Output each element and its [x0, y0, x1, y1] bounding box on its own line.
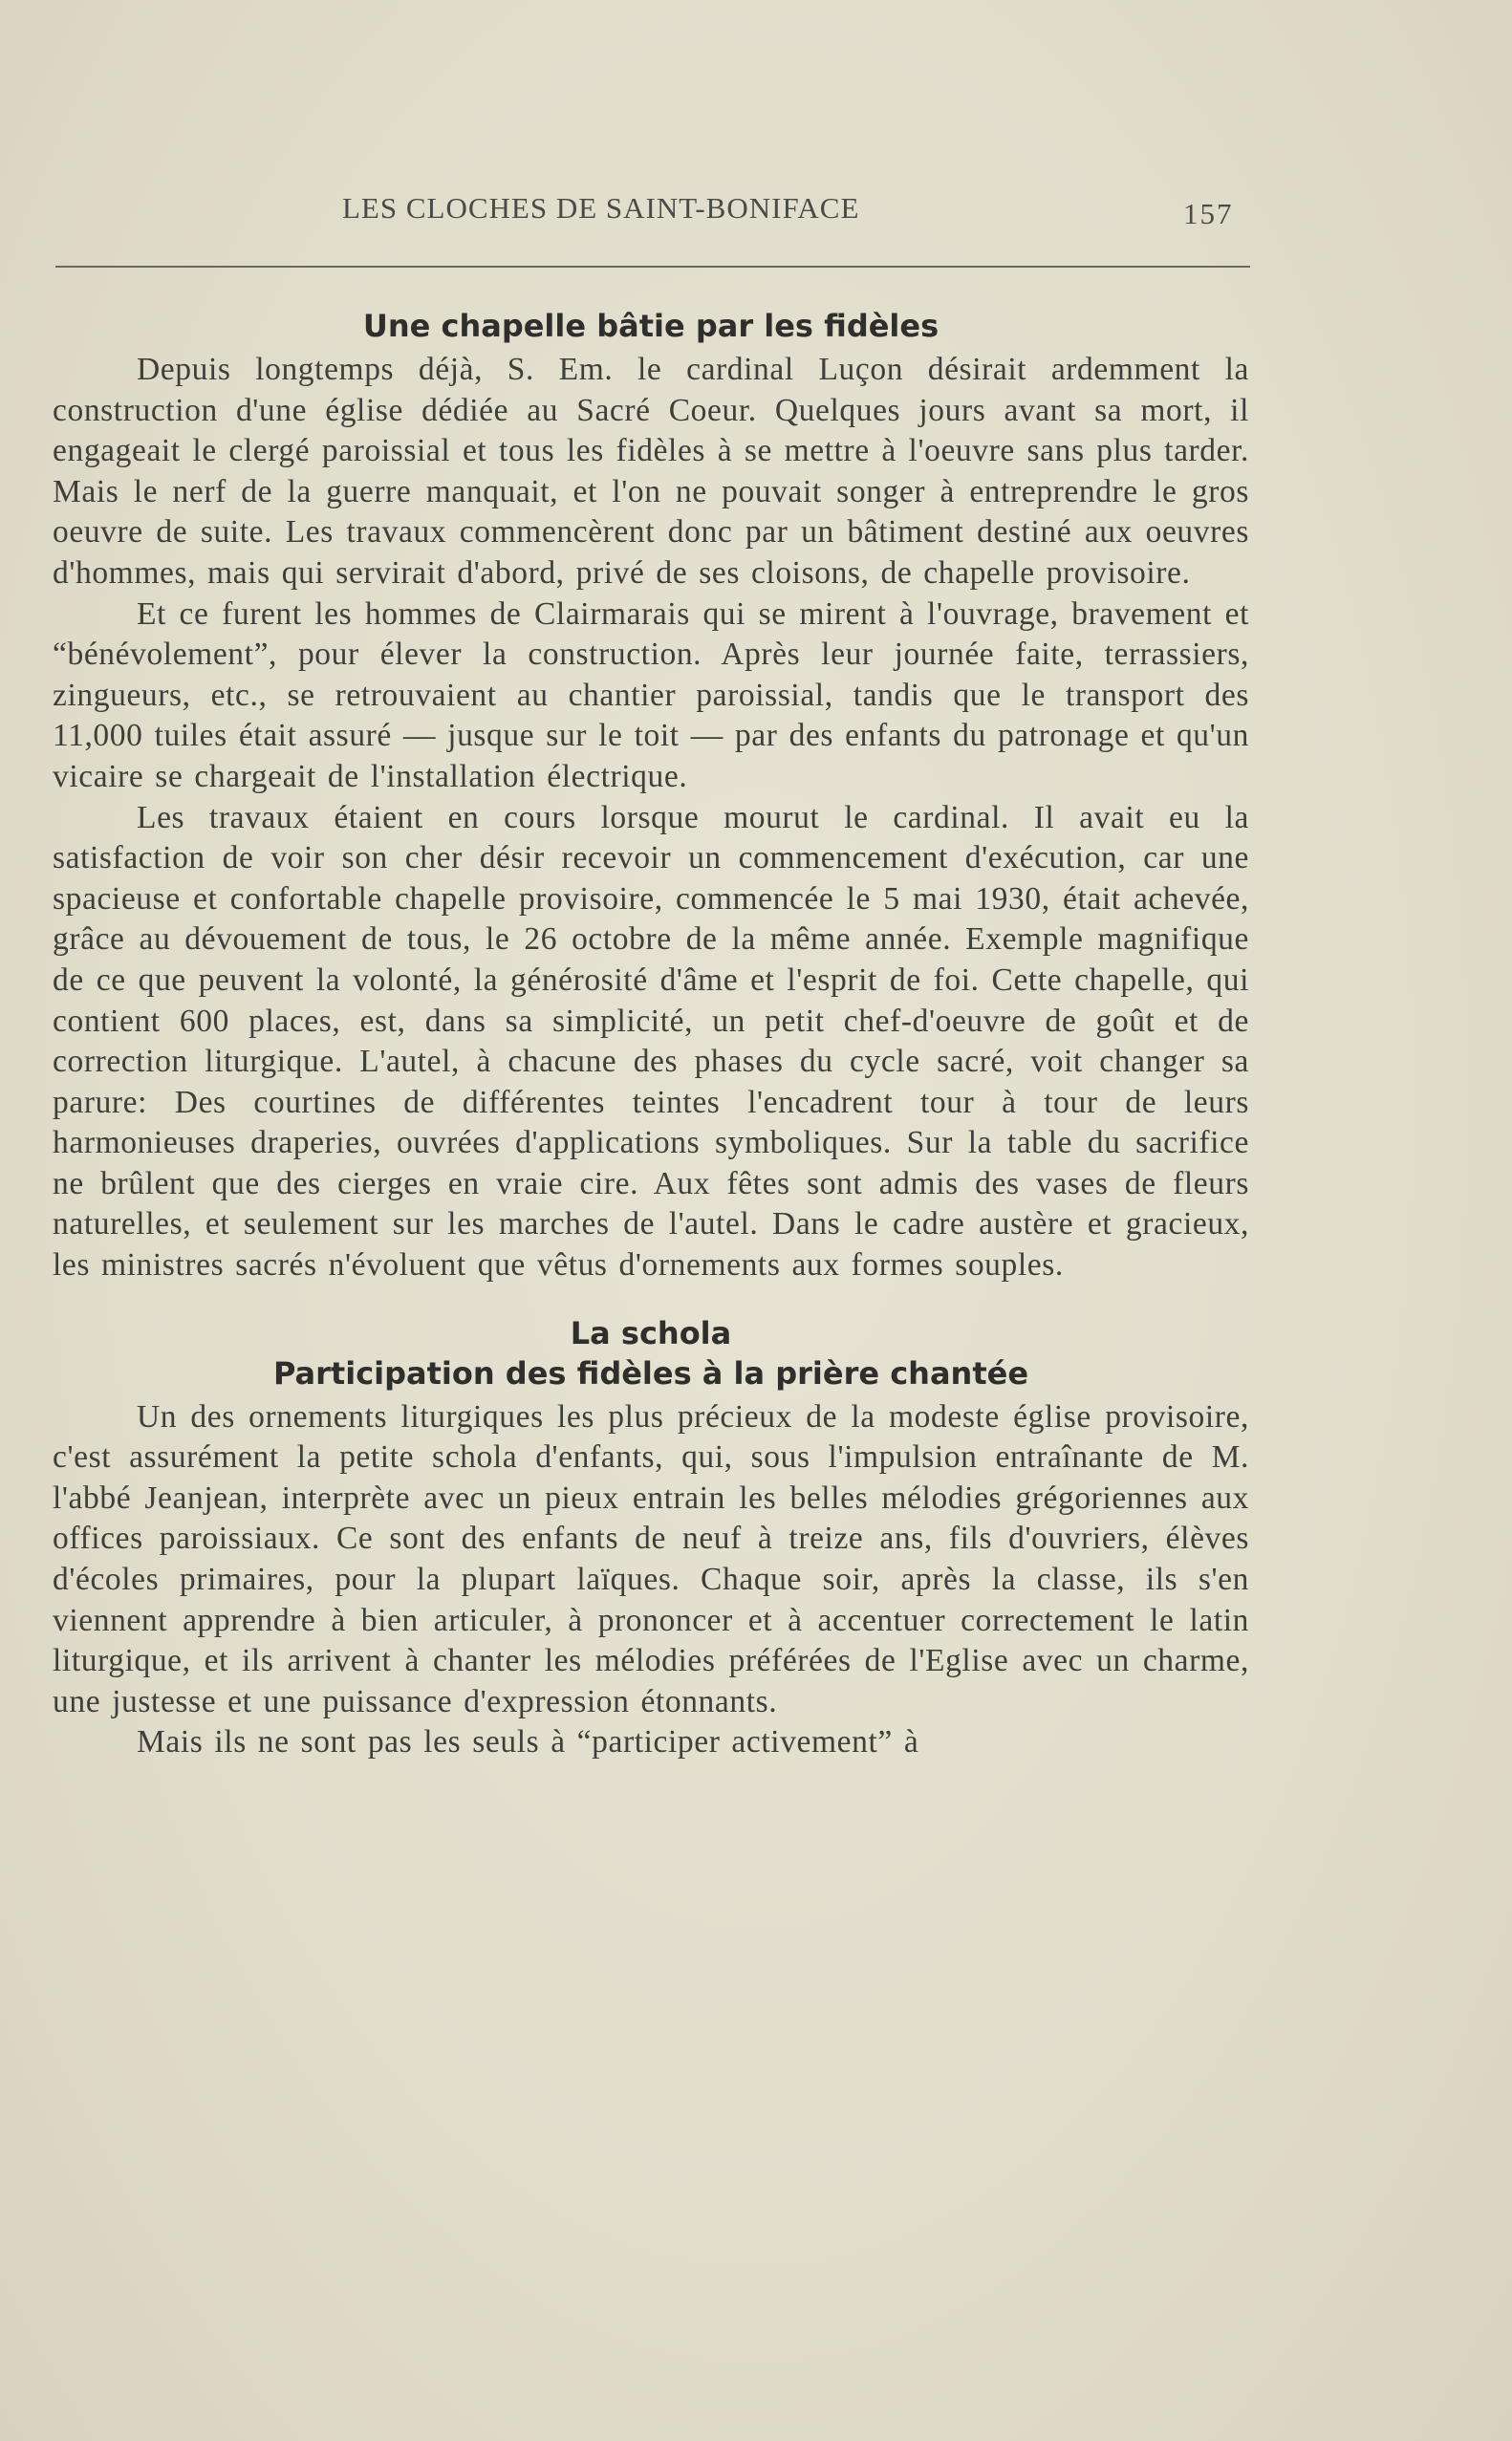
paragraph: Mais ils ne sont pas les seuls à “participer activement” à: [137, 1724, 919, 1761]
section-subheading: Participation des fidèles à la prière chantée: [272, 1354, 1029, 1392]
running-title: LES CLOCHES DE SAINT-BONIFACE: [342, 191, 860, 225]
header-rule: [55, 266, 1250, 268]
paragraph: Un des ornements liturgiques les plus précieux de la modeste église provisoire, c'est assurément la petite schola d'enfants, qui, sous l'impulsion entraînante de M. l'abbé Jeanjean, interprète avec un pieux entrain les belles mélodies grégoriennes aux offices paroissiaux. Ce sont des enfants de neuf à treize ans, fils d'ouvriers, élèves d'écoles primaires, pour la plupart laïques. Chaque soir, après la classe, ils s'en viennent apprendre à bien articuler, à prononcer et à accentuer correctement le latin liturgique, et ils arrivent à chanter les mélodies préférées de l'Eglise avec un charme, une justesse et une puissance d'expression étonnants.: [53, 1398, 1249, 1719]
paragraph: Depuis longtemps déjà, S. Em. le cardinal Luçon désirait ardemment la construction d'une église dédiée au Sacré Coeur. Quelques jours avant sa mort, il engageait le clergé paroissial et tous les fidèles à se mettre à l'oeuvre sans plus tarder. Mais le nerf de la guerre manquait, et l'on ne pouvait songer à entreprendre le gros oeuvre de suite. Les travaux commencèrent donc par un bâtiment destiné aux oeuvres d'hommes, mais qui servirait d'abord, privé de ses cloisons, de chapelle provisoire.: [53, 352, 1249, 591]
page-number: 157: [1183, 197, 1234, 230]
page-body: [53, 306, 1249, 1763]
section-heading: La schola: [570, 1314, 732, 1351]
section-heading: Une chapelle bâtie par les fidèles: [362, 308, 940, 344]
paragraph: Les travaux étaient en cours lorsque mourut le cardinal. Il avait eu la satisfaction de voir son cher désir recevoir un commencement d'exécution, car une spacieuse et confortable chapelle provisoire, commencée le 5 mai 1930, était achevée, grâce au dévouement de tous, le 26 octobre de la même année. Exemple magnifique de ce que peuvent la volonté, la générosité d'âme et l'esprit de foi. Cette chapelle, qui contient 600 places, est, dans sa simplicité, un petit chef-d'oeuvre de goût et de correction liturgique. L'autel, à chacune des phases du cycle sacré, voit changer sa parure: Des courtines de différentes teintes l'encadrent tour à tour de leurs harmonieuses draperies, ouvrées d'applications symboliques. Sur la table du sacrifice ne brûlent que des cierges en vraie cire. Aux fêtes sont admis des vases de fleurs naturelles, et seulement sur les marches de l'autel. Dans le cadre austère et gracieux, les ministres sacrés n'évoluent que vêtus d'ornements aux formes souples.: [53, 799, 1249, 1284]
page-header: [55, 187, 1250, 235]
paragraph: Et ce furent les hommes de Clairmarais qui se mirent à l'ouvrage, bravement et “bénévolement”, pour élever la construction. Après leur journée faite, terrassiers, zingueurs, etc., se retrouvaient au chantier paroissial, tandis que le transport des 11,000 tuiles était assuré — jusque sur le toit — par des enfants du patronage et qu'un vicaire se chargeait de l'installation électrique.: [53, 595, 1249, 794]
